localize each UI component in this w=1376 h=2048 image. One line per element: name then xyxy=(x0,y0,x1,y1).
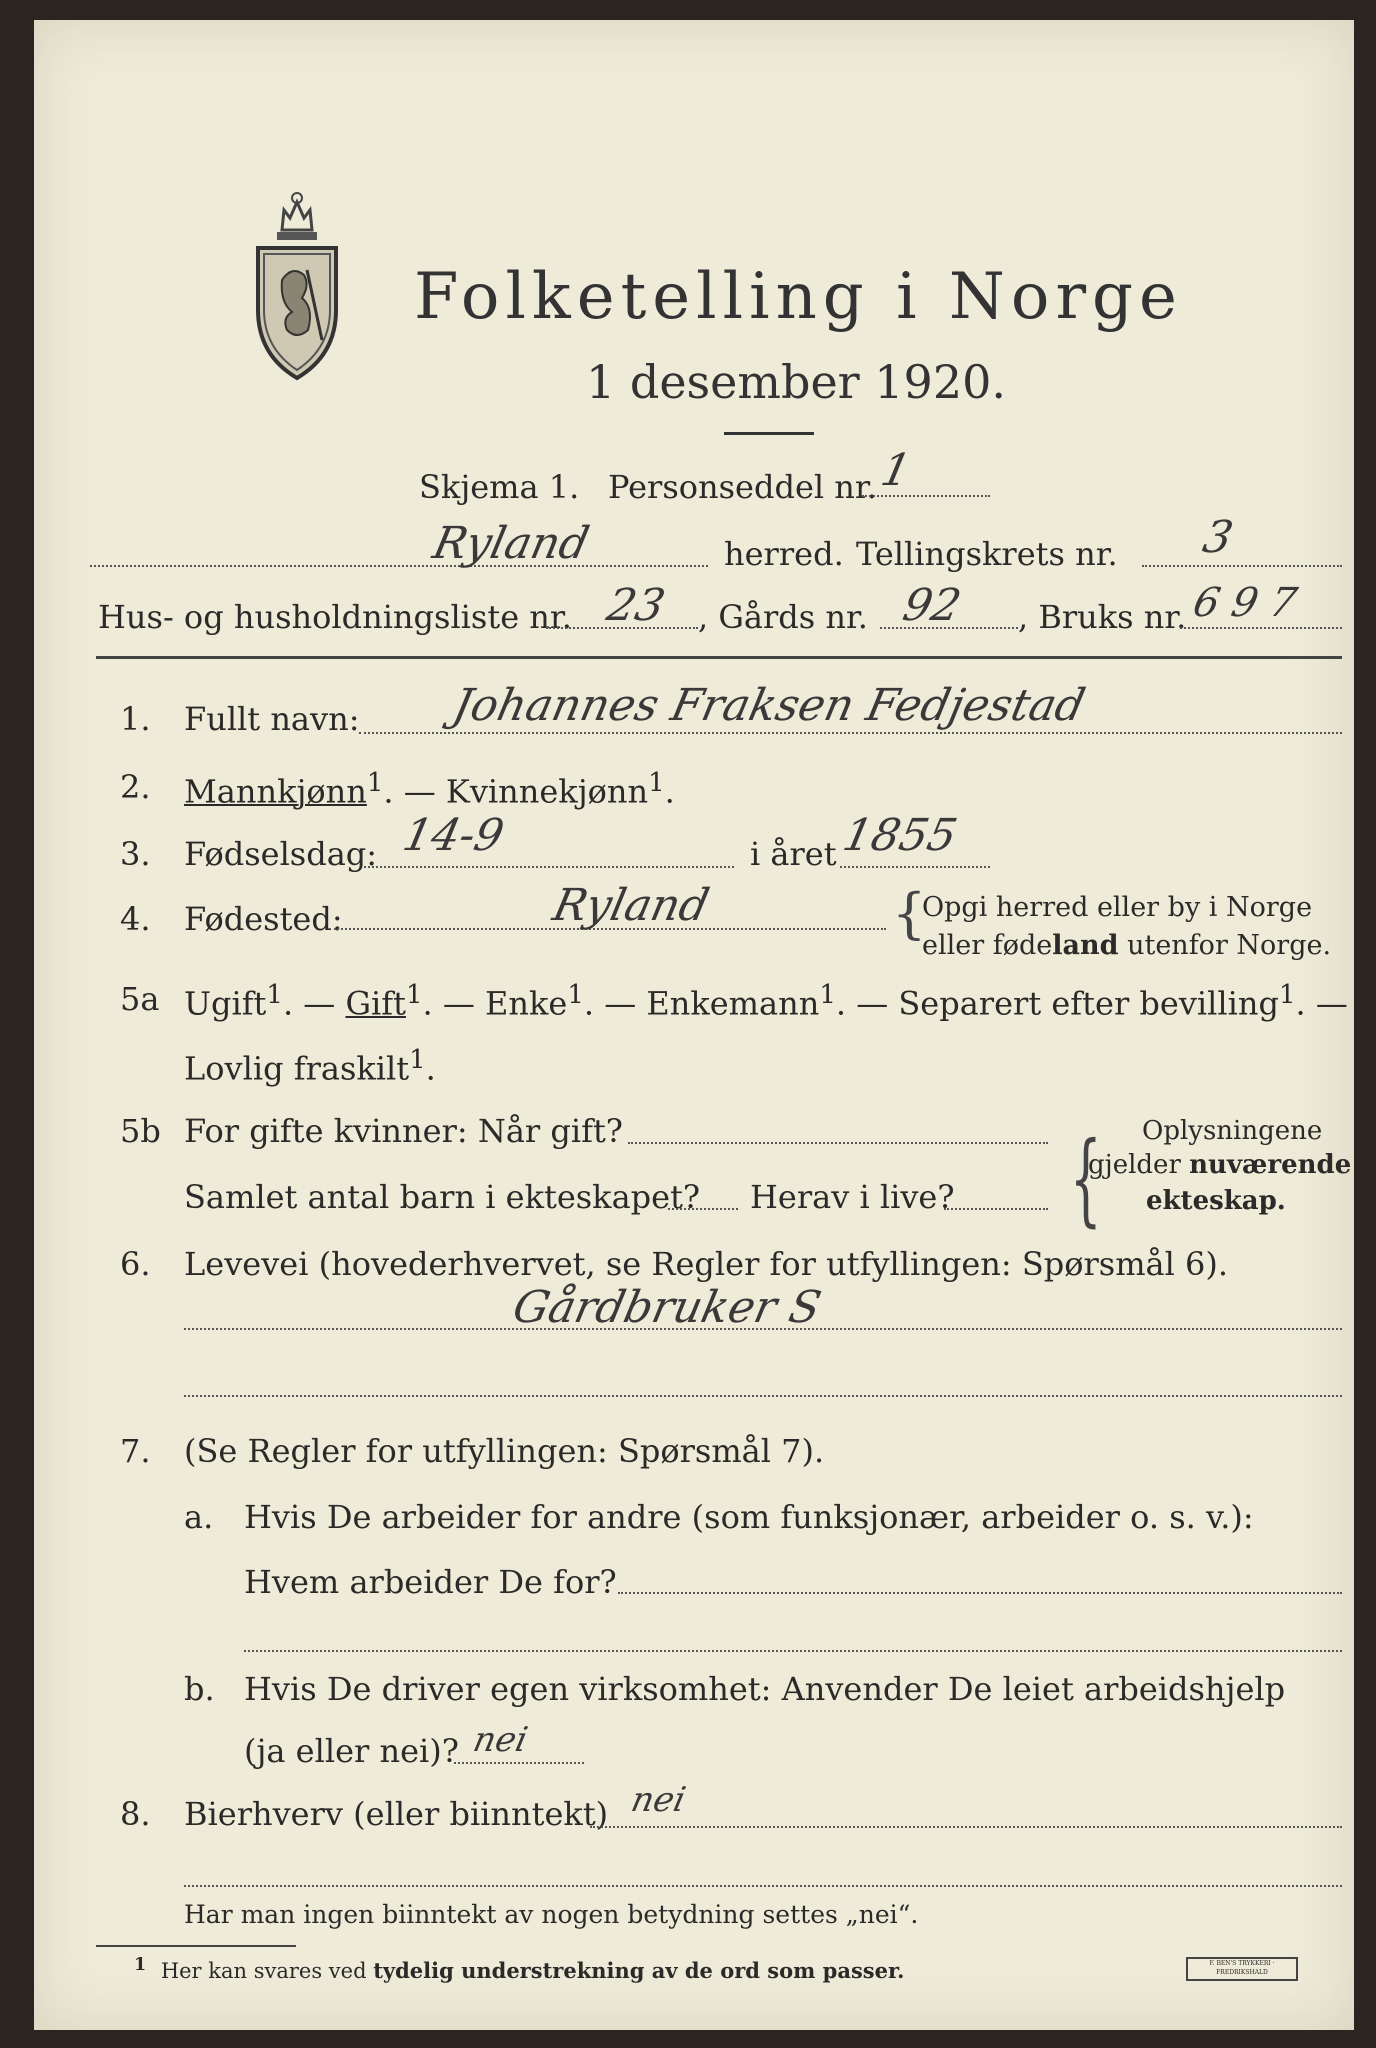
q8-label: Bierhverv (eller biinntekt) xyxy=(184,1795,609,1833)
hus-value[interactable]: 23 xyxy=(602,580,670,631)
footnote-text-1: Her kan svares ved xyxy=(160,1959,374,1983)
q6-dotline-2 xyxy=(184,1395,1342,1397)
bruks-label: , Bruks nr. xyxy=(1018,598,1187,636)
q1-dotline xyxy=(359,732,1342,734)
sup-enkemann: 1 xyxy=(819,980,836,1010)
footnote-number: 1 xyxy=(134,1955,147,1975)
dash-4: . — xyxy=(835,984,899,1023)
q5b-dotline-3 xyxy=(944,1208,1048,1210)
ugift-option[interactable]: Ugift xyxy=(184,984,267,1023)
dash-1: . — xyxy=(282,984,346,1023)
q1-label: Fullt navn: xyxy=(184,700,360,738)
q4-note-part-a: eller føde xyxy=(922,930,1053,961)
sup-separert: 1 xyxy=(1278,980,1296,1010)
sup-lovlig: 1 xyxy=(409,1045,426,1075)
q6-number: 6. xyxy=(120,1245,151,1283)
birthplace-value[interactable]: Ryland xyxy=(548,880,714,931)
personseddel-label: Personseddel nr. xyxy=(608,468,877,506)
footnote-text-2: tydelig understrekning av de ord som passer. xyxy=(373,1958,905,1983)
q4-note-line2 xyxy=(922,930,1331,961)
q5b-line2a: Samlet antal barn i ekteskapet? xyxy=(184,1178,701,1216)
herred-dotline xyxy=(90,565,708,567)
q7a-dotline-1 xyxy=(618,1592,1342,1594)
q5a-options xyxy=(184,980,1348,1023)
gards-value[interactable]: 92 xyxy=(898,580,966,631)
q6-dotline-1 xyxy=(184,1328,1342,1330)
occupation-value[interactable]: Gårdbruker S xyxy=(508,1282,826,1333)
herred-value[interactable]: Ryland xyxy=(428,518,594,569)
printer-stamp: F. BEN'S TRYKKERI · FREDRIKSHALD xyxy=(1186,1957,1298,1981)
birth-year-value[interactable]: 1855 xyxy=(838,810,962,861)
q7b-dotline xyxy=(454,1762,584,1764)
q7b-value[interactable]: nei xyxy=(469,1720,532,1760)
q7a-dotline-2 xyxy=(244,1650,1342,1652)
q5b-note-line2 xyxy=(1088,1150,1351,1180)
kvinnekjonn-option[interactable]: Kvinnekjønn xyxy=(445,772,649,811)
enkemann-option[interactable]: Enkemann xyxy=(646,984,820,1023)
sup-enke: 1 xyxy=(567,980,584,1010)
q2-end: . xyxy=(664,772,675,811)
q5b-brace: { xyxy=(1069,1120,1102,1237)
q7a-line2: Hvem arbeider De for? xyxy=(244,1563,617,1601)
q3-year-label: i året xyxy=(750,835,837,873)
q5b-dotline-1 xyxy=(628,1142,1048,1144)
q3-year-dotline xyxy=(840,866,990,868)
census-date: 1 desember 1920. xyxy=(586,355,1006,409)
dash-5: . — xyxy=(1295,984,1348,1023)
personseddel-value[interactable]: 1 xyxy=(876,445,916,496)
census-form-sheet xyxy=(34,20,1354,2030)
mannkjonn-option[interactable]: Mannkjønn xyxy=(184,772,367,811)
bottom-note: Har man ingen biinntekt av nogen betydning settes „nei“. xyxy=(184,1900,919,1929)
q5b-number: 5b xyxy=(120,1112,161,1150)
q6-label: Levevei (hovederhvervet, se Regler for utfyllingen: Spørsmål 6). xyxy=(184,1245,1229,1283)
norway-coat-of-arms-icon xyxy=(252,190,342,390)
gards-label: , Gårds nr. xyxy=(698,598,868,636)
full-name-value[interactable]: Johannes Fraksen Fedjestad xyxy=(448,680,1090,731)
q4-note-part-b: land xyxy=(1052,930,1119,961)
q8-number: 8. xyxy=(120,1795,151,1833)
sup-gift: 1 xyxy=(405,980,423,1010)
q3-label: Fødselsdag: xyxy=(184,835,378,873)
q4-label: Fødested: xyxy=(184,900,343,938)
q7a-line1: Hvis De arbeider for andre (som funksjonær, arbeider o. s. v.): xyxy=(244,1498,1254,1536)
q4-note-line1: Opgi herred eller by i Norge xyxy=(922,892,1313,923)
sup-ugift: 1 xyxy=(266,980,283,1010)
q5a-number: 5a xyxy=(120,980,160,1018)
q5b-line1: For gifte kvinner: Når gift? xyxy=(184,1112,623,1150)
footnote xyxy=(134,1955,904,1983)
q5b-note-line1: Oplysningene xyxy=(1142,1116,1323,1146)
q5a-line2: Lovlig fraskilt$^1$. xyxy=(184,1045,436,1088)
hus-label: Hus- og husholdningsliste nr. xyxy=(98,598,572,636)
bruks-value[interactable]: 6 9 7 xyxy=(1189,580,1301,626)
tellingskrets-dotline xyxy=(1142,565,1342,567)
herred-label: herred. xyxy=(724,535,844,573)
form-title: Folketelling i Norge xyxy=(414,260,1183,334)
footnote-divider xyxy=(96,1945,296,1947)
q7-label: (Se Regler for utfyllingen: Spørsmål 7). xyxy=(184,1432,825,1470)
q5b-note-line3: ekteskap. xyxy=(1146,1186,1286,1216)
dash-2: . — xyxy=(422,984,486,1023)
q4-number: 4. xyxy=(120,900,151,938)
q2-number: 2. xyxy=(120,768,151,806)
birthday-value[interactable]: 14-9 xyxy=(398,810,509,861)
q7a-number: a. xyxy=(184,1498,214,1536)
separert-option[interactable]: Separert efter bevilling xyxy=(898,984,1279,1023)
q8-dotline-2 xyxy=(184,1885,1342,1887)
q5b-note-part-b: nuværende xyxy=(1189,1150,1352,1180)
q8-value[interactable]: nei xyxy=(627,1780,690,1820)
bruks-dotline xyxy=(1180,627,1342,629)
skjema-label: Skjema 1. xyxy=(419,468,580,506)
enke-option[interactable]: Enke xyxy=(485,984,568,1023)
q3-number: 3. xyxy=(120,835,151,873)
dash-3: . — xyxy=(583,984,647,1023)
lovlig-fraskilt-option[interactable]: Lovlig fraskilt xyxy=(184,1049,410,1088)
q2-separator: . — xyxy=(383,772,446,811)
q7b-line2: (ja eller nei)? xyxy=(244,1732,459,1770)
q5b-dotline-2 xyxy=(668,1208,738,1210)
q3-dotline xyxy=(364,866,734,868)
q5b-note-part-a: gjelder xyxy=(1088,1150,1190,1180)
q4-note-part-c: utenfor Norge. xyxy=(1118,930,1332,961)
q2-options: Mannkjønn$^1$. — Kvinnekjønn$^1$. xyxy=(184,768,675,811)
q4-brace: { xyxy=(892,882,927,945)
q7-number: 7. xyxy=(120,1432,151,1470)
q5b-line2b: Herav i live? xyxy=(750,1178,955,1216)
q7b-line1: Hvis De driver egen virksomhet: Anvender De leiet arbeidshjelp xyxy=(244,1670,1286,1708)
gift-option[interactable]: Gift xyxy=(345,984,406,1023)
header-separator xyxy=(96,656,1342,659)
title-divider xyxy=(724,432,814,435)
q8-dotline-1 xyxy=(590,1826,1342,1828)
q7b-number: b. xyxy=(184,1670,215,1708)
tellingskrets-label: Tellingskrets nr. xyxy=(856,535,1118,573)
q1-number: 1. xyxy=(120,700,151,738)
tellingskrets-value[interactable]: 3 xyxy=(1198,512,1238,563)
